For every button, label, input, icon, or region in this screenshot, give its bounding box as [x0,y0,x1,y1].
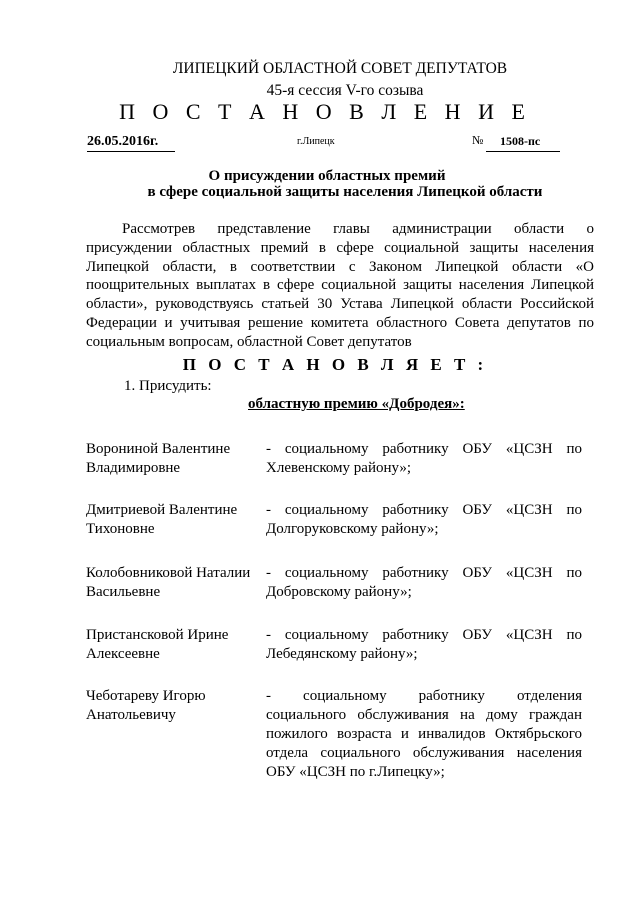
recipient-desc-line: Добровскому району»; [266,584,412,600]
recipient-desc-line: - социальному работнику ОБУ «ЦСЗН по [266,441,582,457]
preamble-line: поощрительных выплатах в сфере социальной защиты населения Липецкой [86,277,594,294]
recipient-name-line: Пристансковой Ирине [86,627,229,643]
preamble-line: Федерации и учитывая решение комитета областного Совета депутатов по [86,314,594,331]
preamble-line: социальным вопросам, областной Совет депутатов [86,333,412,350]
document-place: г.Липецк [297,136,335,147]
recipient-desc-line: ОБУ «ЦСЗН по г.Липецку»; [266,764,445,780]
recipient-desc-line: Долгоруковскому району»; [266,521,439,537]
recipient-name-line: Алексеевне [86,646,160,662]
recipient-desc-line: Хлевенскому району»; [266,460,412,476]
organization-name: ЛИПЕЦКИЙ ОБЛАСТНОЙ СОВЕТ ДЕПУТАТОВ [172,60,508,77]
recipient-name [86,687,266,725]
document-number: 1508-пс [486,134,560,152]
recipient-name-line: Чеботареву Игорю [86,688,206,704]
recipient-name-line: Владимировне [86,460,181,476]
recipient-name [86,564,266,602]
recipient-name-line: Тихоновне [86,521,155,537]
award-name: областную премию «Добродея»: [248,396,465,412]
preamble-paragraph [86,220,594,352]
recipient-desc-line: Лебедянскому району»; [266,646,418,662]
recipient-desc-line: - социальному работнику ОБУ «ЦСЗН по [266,627,582,643]
preamble-line: области», руководствуясь статьей 30 Устава Липецкой области Российской [86,296,594,313]
recipient-name-line: Дмитриевой Валентине [86,502,238,518]
subject-line-1: О присуждении областных премий [208,168,446,184]
recipient-name [86,626,266,664]
recipient-description [266,440,582,478]
resolves-heading: П О С Т А Н О В Л Я Е Т : [182,355,488,374]
recipient-description [266,564,582,602]
recipient-name-line: Анатольевичу [86,707,176,723]
recipient-desc-line: - социальному работнику ОБУ «ЦСЗН по [266,565,582,581]
recipient-desc-line: - социальному работнику ОБУ «ЦСЗН по [266,502,582,518]
document-title: П О С Т А Н О В Л Е Н И Е [119,99,531,124]
recipient-name-line: Колобовниковой Наталии [86,565,251,581]
recipient-desc-line: пожилого возраста и инвалидов Октябрьского [266,726,582,742]
preamble-line: Рассмотрев представление главы администрации области о [122,221,594,237]
recipient-name [86,501,266,539]
preamble-line: Липецкой области, в соответствии с Законом Липецкой области «О [86,258,594,275]
recipient-desc-line: - социальному работнику отделения [266,688,582,704]
recipient-name [86,440,266,478]
recipient-description [266,626,582,664]
recipient-name-line: Васильевне [86,584,161,600]
recipient-desc-line: социального обслуживания на дому граждан [266,707,582,723]
recipient-description [266,501,582,539]
session-label: 45-я сессия V-го созыва [266,82,424,99]
number-sign: № [472,133,484,147]
document-date: 26.05.2016г. [87,134,175,152]
preamble-line: присуждении областных премий в сфере социальной защиты населения [86,239,594,256]
subject-line-2: в сфере социальной защиты населения Липецкой области [147,184,543,200]
recipient-desc-line: отдела социального обслуживания населения [266,745,582,761]
recipient-description [266,687,582,782]
recipient-name-line: Ворониной Валентине [86,441,231,457]
assign-clause: 1. Присудить: [124,378,212,394]
